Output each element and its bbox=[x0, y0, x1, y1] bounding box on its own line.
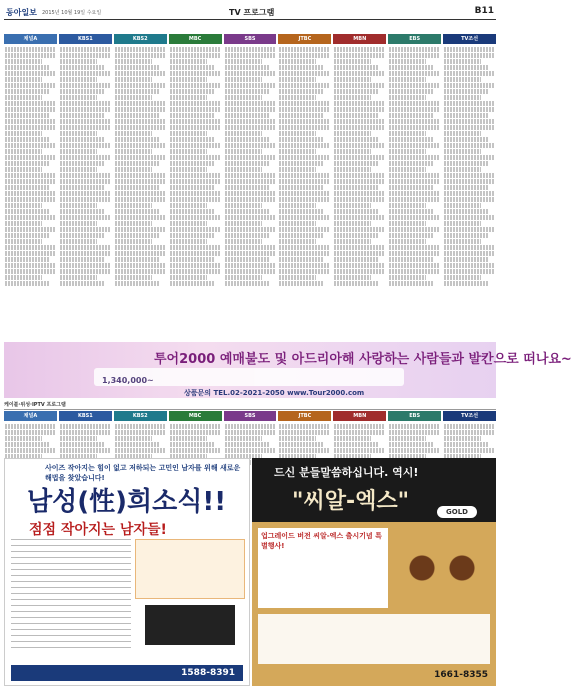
program-listing bbox=[278, 44, 331, 340]
program-listing bbox=[333, 44, 386, 340]
channel-name: MBN bbox=[333, 34, 386, 44]
left-ad-body-text bbox=[11, 539, 131, 649]
page-number: B11 bbox=[474, 6, 494, 16]
tour-ad-phone: 상품문의 TEL.02-2021-2050 www.Tour2000.com bbox=[184, 389, 365, 397]
tour-ad-headline: 투어2000 예매불도 및 아드리아해 사랑하는 사람들과 발칸으로 떠나요~ bbox=[154, 352, 572, 367]
program-listing bbox=[4, 44, 57, 340]
left-ad-subtitle: 점점 작아지는 남자들! bbox=[29, 522, 167, 538]
channel-name: 채널A bbox=[4, 34, 57, 44]
right-ad-promo-text: 업그레이드 버전 씨알-엑스 출시기념 특별행사! bbox=[261, 532, 382, 550]
channel-name: KBS2 bbox=[114, 411, 167, 421]
channel-column bbox=[114, 34, 167, 340]
channel-column bbox=[443, 34, 496, 340]
channel-column bbox=[388, 34, 441, 340]
channel-name: SBS bbox=[224, 34, 277, 44]
right-ad-top-text: 드신 분들말씀하십니다. 역시! bbox=[274, 466, 419, 479]
cable-section-title: 케이블·위성·IPTV 프로그램 bbox=[4, 400, 496, 410]
channel-column bbox=[169, 34, 222, 340]
issue-date: 2015년 10월 19일 수요일 bbox=[42, 10, 102, 16]
channel-info-line bbox=[4, 22, 496, 32]
tour-ad-price-box bbox=[94, 368, 404, 386]
channel-name: MBC bbox=[169, 411, 222, 421]
channel-name: EBS bbox=[388, 34, 441, 44]
left-ad-title: 남성(性)희소식!! bbox=[27, 487, 227, 517]
channel-name: KBS1 bbox=[59, 411, 112, 421]
tour-ad-banner bbox=[4, 342, 572, 398]
right-ad-gold-badge: GOLD bbox=[437, 506, 477, 518]
channel-name: MBC bbox=[169, 34, 222, 44]
right-ad-product-image bbox=[392, 528, 492, 608]
channel-column bbox=[59, 34, 112, 340]
left-advertisement bbox=[4, 458, 250, 686]
channel-column bbox=[333, 34, 386, 340]
channel-name: JTBC bbox=[278, 411, 331, 421]
right-advertisement bbox=[252, 458, 496, 686]
channel-name: 채널A bbox=[4, 411, 57, 421]
page-header bbox=[4, 6, 496, 20]
section-title: TV 프로그램 bbox=[229, 8, 275, 17]
right-ad-body-text bbox=[258, 614, 490, 664]
paper-name: 동아일보 bbox=[6, 8, 37, 17]
tv-schedule-grid bbox=[4, 34, 496, 340]
channel-column bbox=[224, 34, 277, 340]
channel-name: TV조선 bbox=[443, 411, 496, 421]
channel-name: JTBC bbox=[278, 34, 331, 44]
channel-column bbox=[278, 34, 331, 340]
program-listing bbox=[443, 44, 496, 340]
channel-name: SBS bbox=[224, 411, 277, 421]
channel-column bbox=[4, 34, 57, 340]
program-listing bbox=[59, 44, 112, 340]
program-listing bbox=[224, 44, 277, 340]
channel-name: TV조선 bbox=[443, 34, 496, 44]
left-ad-product-image bbox=[145, 605, 235, 645]
program-listing bbox=[114, 44, 167, 340]
right-ad-title: "씨알-엑스" bbox=[292, 489, 410, 514]
right-ad-promo-box bbox=[258, 528, 388, 608]
left-ad-phone: 1588-8391 bbox=[11, 665, 243, 681]
channel-name: MBN bbox=[333, 411, 386, 421]
channel-name: EBS bbox=[388, 411, 441, 421]
left-ad-top-text: 사이즈 작아지는 힘이 없고 저하되는 고민인 남자를 위해 새로운 해법을 찾았습니다! bbox=[45, 464, 241, 482]
program-listing bbox=[169, 44, 222, 340]
left-ad-info-box bbox=[135, 539, 245, 599]
program-listing bbox=[388, 44, 441, 340]
channel-name: KBS1 bbox=[59, 34, 112, 44]
right-ad-phone: 1661-8355 bbox=[434, 670, 488, 680]
tour-ad-price: 1,340,000~ bbox=[102, 376, 154, 385]
channel-name: KBS2 bbox=[114, 34, 167, 44]
